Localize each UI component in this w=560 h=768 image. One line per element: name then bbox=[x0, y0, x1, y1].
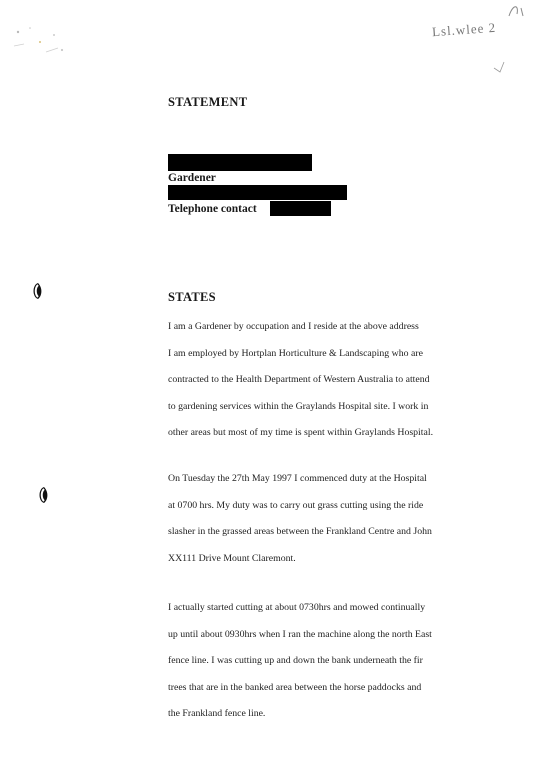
paragraph-3 bbox=[168, 595, 470, 728]
paragraph-1 bbox=[168, 314, 470, 447]
handwritten-scribble bbox=[505, 2, 535, 22]
occupation-label: Gardener bbox=[168, 172, 216, 184]
text-line: the Frankland fence line. bbox=[168, 708, 266, 719]
text-line: fence line. I was cutting up and down the bank underneath the fir bbox=[168, 655, 423, 666]
text-line: trees that are in the banked area between the horse paddocks and bbox=[168, 681, 422, 693]
redaction-bar-name bbox=[168, 154, 312, 171]
text-line: slasher in the grassed areas between the Frankland Centre and John bbox=[168, 526, 432, 537]
telephone-label: Telephone contact bbox=[168, 203, 257, 215]
text-line: contracted to the Health Department of Western Australia to attend bbox=[168, 374, 430, 385]
text-line: I am employed by Hortplan Horticulture & Landscaping who are bbox=[168, 347, 423, 359]
text-line: I actually started cutting at about 0730hrs and mowed continually bbox=[168, 602, 426, 613]
text-line: I am a Gardener by occupation and I reside at the above address bbox=[168, 321, 419, 332]
text-line: at 0700 hrs. My duty was to carry out grass cutting using the ride bbox=[168, 499, 424, 511]
punch-hole-bottom bbox=[36, 486, 52, 504]
punch-hole-top bbox=[30, 282, 46, 300]
section-heading: STATES bbox=[168, 290, 216, 304]
handwritten-tick bbox=[490, 58, 510, 78]
text-line: On Tuesday the 27th May 1997 I commenced duty at the Hospital bbox=[168, 473, 427, 484]
text-line: XX111 Drive Mount Claremont. bbox=[168, 552, 296, 564]
text-line: up until about 0930hrs when I ran the machine along the north East bbox=[168, 628, 432, 640]
text-line: other areas but most of my time is spent within Graylands Hospital. bbox=[168, 427, 434, 438]
paragraph-2 bbox=[168, 466, 470, 572]
redaction-bar-telephone bbox=[270, 201, 331, 216]
handwritten-page-mark: Lsl.wlee 2 bbox=[431, 19, 497, 40]
text-line: to gardening services within the Graylands Hospital site. I work in bbox=[168, 400, 429, 412]
scan-specks bbox=[10, 20, 80, 60]
document-title: STATEMENT bbox=[168, 95, 248, 109]
redaction-bar-address bbox=[168, 185, 347, 200]
